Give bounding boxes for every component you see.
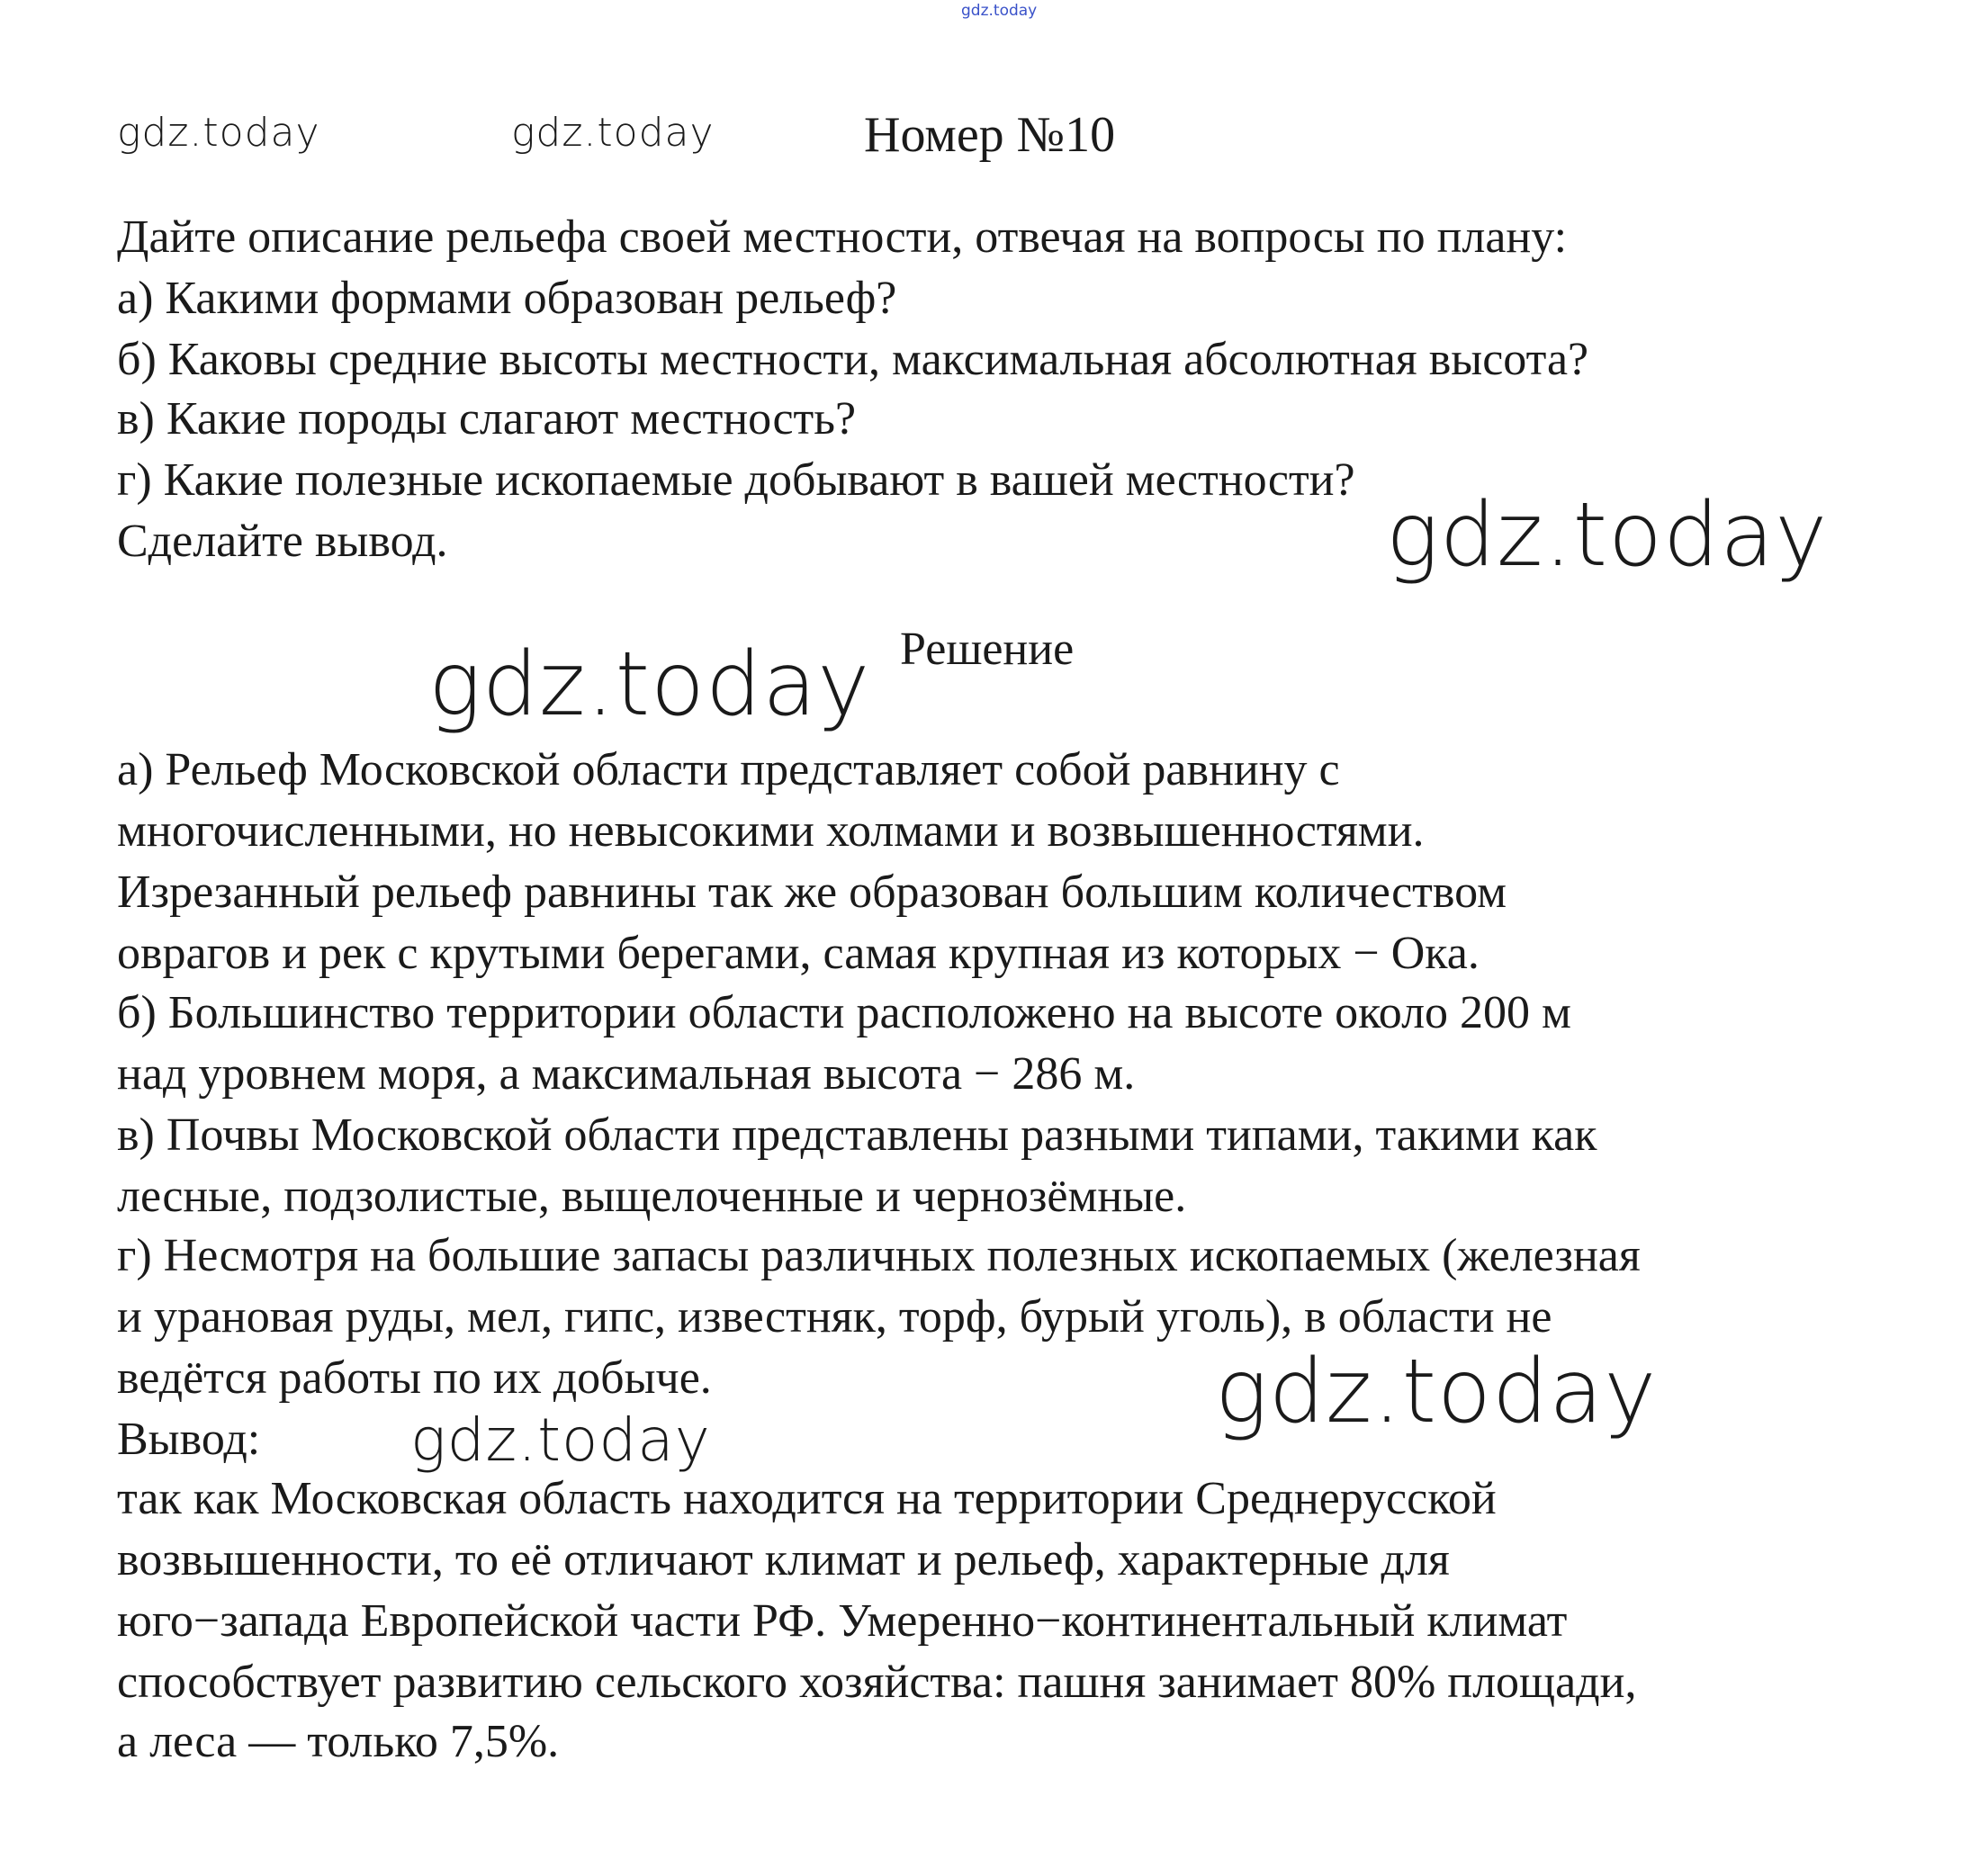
solution-line: б) Большинство территории области расположено на высоте около 200 м bbox=[117, 987, 1571, 1038]
solution-line: Изрезанный рельеф равнины так же образован большим количеством bbox=[117, 867, 1507, 918]
solution-line: возвышенности, то её отличают климат и рельеф, характерные для bbox=[117, 1534, 1450, 1585]
solution-line: способствует развитию сельского хозяйства: пашня занимает 80% площади, bbox=[117, 1657, 1637, 1708]
solution-heading: Решение bbox=[900, 624, 1075, 675]
solution-line: оврагов и рек с крутыми берегами, самая крупная из которых − Ока. bbox=[117, 928, 1480, 979]
watermark-large-right: gdz.today bbox=[1386, 484, 1829, 587]
solution-line: и урановая руды, мел, гипс, известняк, торф, бурый уголь), в области не bbox=[117, 1291, 1552, 1343]
solution-line: ведётся работы по их добыче. bbox=[117, 1352, 712, 1404]
watermark-large-center: gdz.today bbox=[428, 633, 871, 736]
watermark-medium-lower-left: gdz.today bbox=[410, 1405, 711, 1475]
solution-line: а леса — только 7,5%. bbox=[117, 1716, 560, 1767]
solution-line: многочисленными, но невысокими холмами и возвышенностями. bbox=[117, 805, 1425, 857]
task-line: г) Какие полезные ископаемые добывают в вашей местности? bbox=[117, 454, 1355, 506]
solution-line: лесные, подзолистые, выщелоченные и чернозёмные. bbox=[117, 1171, 1187, 1222]
solution-line: так как Московская область находится на территории Среднерусской bbox=[117, 1473, 1497, 1524]
solution-line: юго−запада Европейской части РФ. Умеренно−континентальный климат bbox=[117, 1595, 1568, 1647]
solution-line: а) Рельеф Московской области представляет собой равнину с bbox=[117, 744, 1340, 795]
watermark-header-2: gdz.today bbox=[511, 110, 715, 156]
watermark-large-lower-right: gdz.today bbox=[1215, 1341, 1658, 1443]
task-line: в) Какие породы слагают местность? bbox=[117, 393, 857, 445]
watermark-header-1: gdz.today bbox=[117, 110, 320, 156]
solution-line: г) Несмотря на большие запасы различных полезных ископаемых (железная bbox=[117, 1230, 1641, 1281]
solution-line: в) Почвы Московской области представлены разными типами, такими как bbox=[117, 1109, 1597, 1161]
conclusion-label: Вывод: bbox=[117, 1414, 261, 1465]
task-line: а) Какими формами образован рельеф? bbox=[117, 273, 897, 324]
task-line: Сделайте вывод. bbox=[117, 516, 448, 567]
solution-line: над уровнем моря, а максимальная высота − 286 м. bbox=[117, 1048, 1136, 1100]
task-line: Дайте описание рельефа своей местности, отвечая на вопросы по плану: bbox=[117, 211, 1568, 263]
task-line: б) Каковы средние высоты местности, максимальная абсолютная высота? bbox=[117, 334, 1589, 385]
watermark-top: gdz.today bbox=[961, 2, 1038, 20]
page-title: Номер №10 bbox=[864, 107, 1116, 163]
